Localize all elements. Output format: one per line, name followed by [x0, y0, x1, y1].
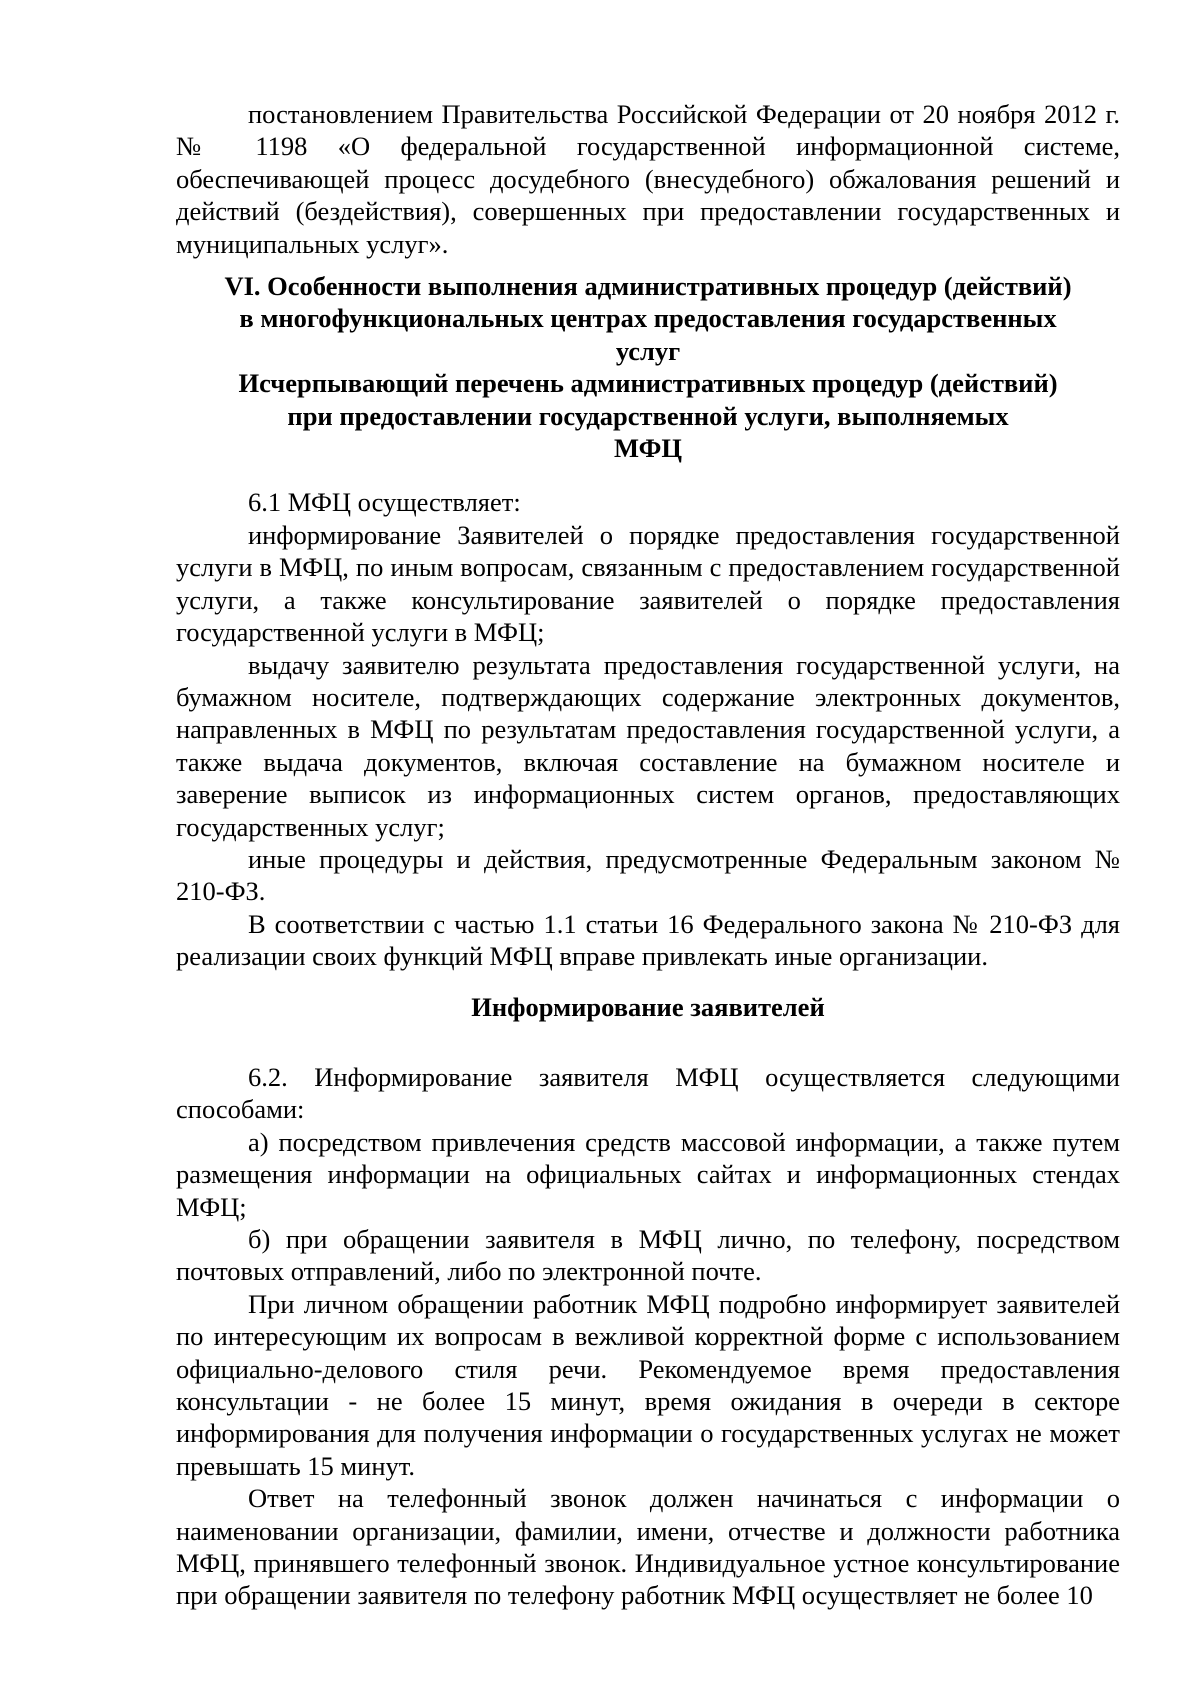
paragraph-6-1-issuing: выдачу заявителю результата предоставления государственной услуги, на бумажном носителе, подтверждающих содержание электронных документов, направленных в МФЦ по результатам предоставления государственной услуги, а также выдача документов, включая составление на бумажном носителе и заверение выписок из информационных систем органов, предоставляющих государственных услуг; [176, 649, 1120, 842]
paragraph-6-2-phone: Ответ на телефонный звонок должен начинаться с информации о наименовании организации, фамилии, имени, отчестве и должности работника МФЦ, принявшего телефонный звонок. Индивидуальное устное консультирование при обращении заявителя по телефону работник МФЦ осуществляет не более 10 [176, 1483, 1120, 1611]
section-heading [176, 270, 1120, 464]
paragraph-6-2-personal: При личном обращении работник МФЦ подробно информирует заявителей по интересующим их вопросам в вежливой корректной форме с использованием официально-делового стиля речи. Рекомендуемое время предоставления консультации - не более 15 минут, время ожидания в очереди в секторе информирования для получения информации о государственных услугах не может превышать 15 минут. [176, 1288, 1120, 1481]
document-page [176, 98, 1120, 1612]
paragraph-6-1-other: иные процедуры и действия, предусмотренные Федеральным законом № 210-ФЗ. [176, 843, 1120, 907]
paragraph-6-2-b: б) при обращении заявителя в МФЦ лично, по телефону, посредством почтовых отправлений, либо по электронной почте. [176, 1224, 1120, 1287]
paragraph-6-1-informing: информирование Заявителей о порядке предоставления государственной услуги в МФЦ, по иным вопросам, связанным с предоставлением государственной услуги, а также консультирование заявителей о порядке предоставления государственной услуги в МФЦ; [176, 519, 1120, 648]
section-heading-line-3: услуг [615, 335, 681, 366]
paragraph-6-2-intro: 6.2. Информирование заявителя МФЦ осуществляется следующими способами: [176, 1061, 1120, 1125]
paragraph-6-2-a: а) посредством привлечения средств массовой информации, а также путем размещения информации на официальных сайтах и информационных стендах МФЦ; [176, 1126, 1120, 1222]
subsection-title: Информирование заявителей [471, 991, 825, 1022]
paragraph-6-1-intro: 6.1 МФЦ осуществляет: [248, 487, 521, 518]
section-heading-line-1: VI. Особенности выполнения административных процедур (действий) [224, 271, 1072, 302]
section-heading-line-6: МФЦ [613, 433, 683, 464]
intro-paragraph: постановлением Правительства Российской Федерации от 20 ноября 2012 г. № 1198 «О федеральной государственной информационной системе, обеспечивающей процесс досудебного (внесудебного) обжалования решений и действий (бездействия), совершенных при предоставлении государственных и муниципальных услуг». [176, 99, 1120, 259]
section-heading-line-5: при предоставлении государственной услуги, выполняемых [287, 400, 1009, 431]
paragraph-6-1-organizations: В соответствии с частью 1.1 статьи 16 Федерального закона № 210-ФЗ для реализации своих функций МФЦ вправе привлекать иные организации. [176, 908, 1120, 972]
section-heading-line-2: в многофункциональных центрах предоставления государственных [239, 303, 1057, 334]
section-heading-line-4: Исчерпывающий перечень административных процедур (действий) [238, 368, 1058, 399]
